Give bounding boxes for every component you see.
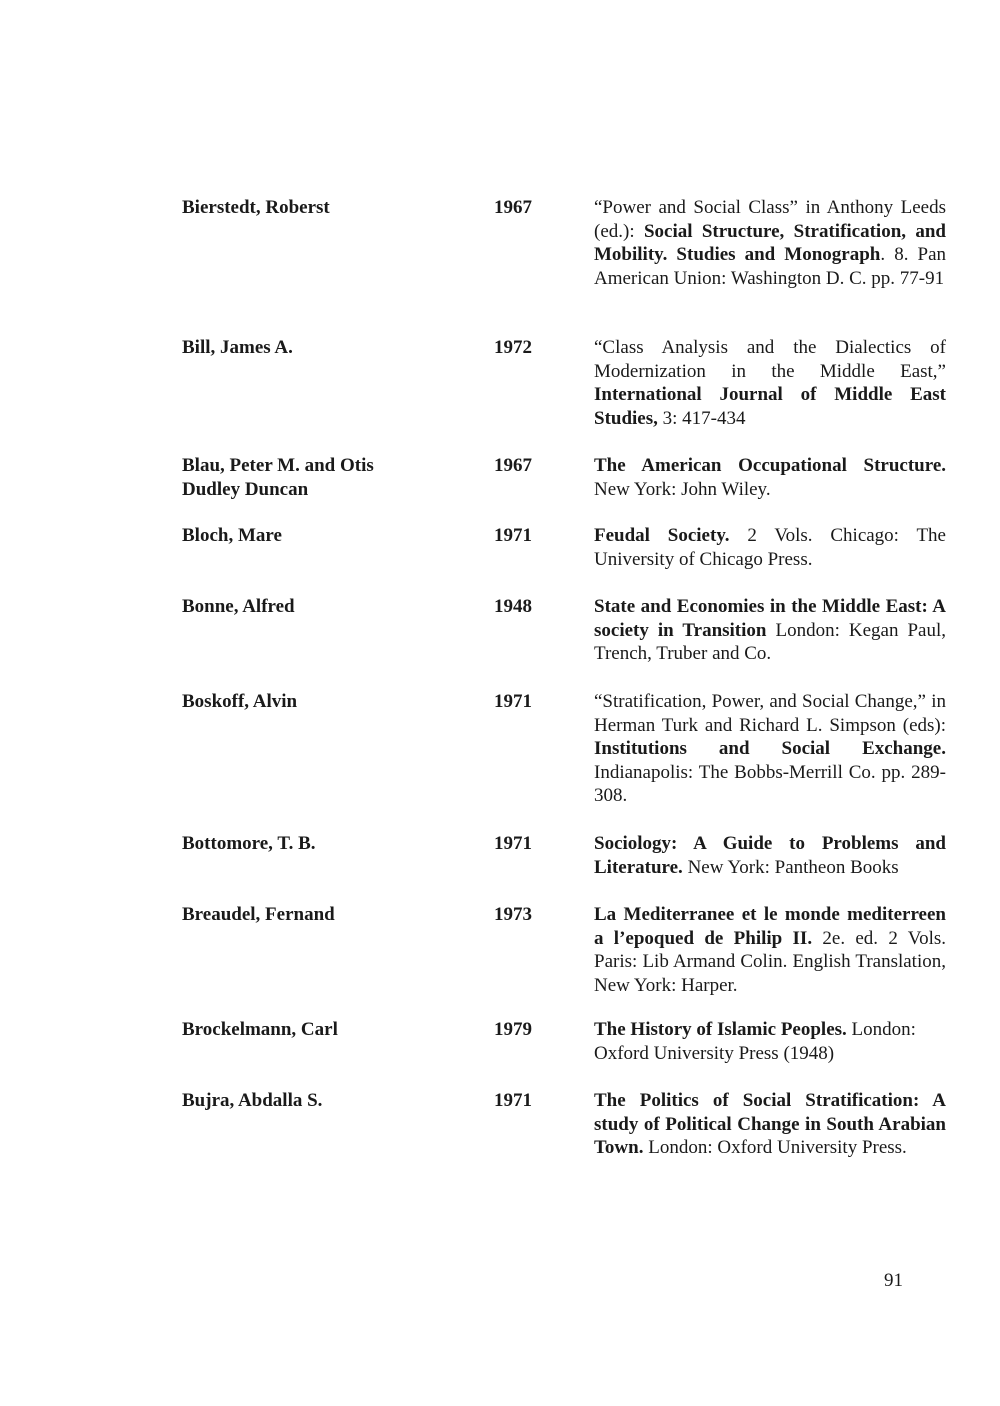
ref-segment: “Power and Social Class” in Anthony Leeds (ed.): — [594, 197, 946, 242]
ref-segment: . 8. Pan American Union: Washington D. C. pp. 77-91 — [594, 244, 947, 289]
entry-year: 1971 — [494, 525, 532, 546]
entry-year: 1973 — [494, 904, 532, 925]
ref-segment-bold: State and Economies in the Middle East: A society in Transition — [594, 596, 946, 641]
entry-author: Blau, Peter M. and Otis Dudley Duncan — [182, 455, 374, 500]
entry-year: 1967 — [494, 197, 532, 218]
entry-year: 1971 — [494, 691, 532, 712]
entry-year: 1971 — [494, 1090, 532, 1111]
page-number: 91 — [884, 1270, 903, 1291]
entry-year: 1948 — [494, 596, 532, 617]
entry-year: 1972 — [494, 337, 532, 358]
entry-author: Bierstedt, Roberst — [182, 197, 330, 218]
entry-reference — [594, 196, 946, 290]
entry-year: 1967 — [494, 455, 532, 476]
entry-reference — [594, 903, 946, 997]
entry-author: Bujra, Abdalla S. — [182, 1090, 323, 1111]
entry-author: Boskoff, Alvin — [182, 691, 298, 712]
ref-segment-bold: The American Occupational Structure. — [594, 455, 946, 476]
entry-author: Bloch, Mare — [182, 525, 282, 546]
ref-segment: 3: 417-434 — [657, 407, 746, 429]
entry-author: Breaudel, Fernand — [182, 904, 335, 925]
ref-segment-bold: Feudal Society. — [594, 525, 730, 546]
ref-segment: “Class Analysis and the Dialectics of Modernization in the Middle East,” — [594, 337, 946, 382]
ref-segment-bold: Institutions and Social Exchange. — [594, 738, 946, 759]
ref-segment: “Stratification, Power, and Social Change,” in Herman Turk and Richard L. Simpson (eds): — [594, 691, 946, 736]
ref-segment: London: Oxford University Press. — [643, 1137, 907, 1158]
entry-reference — [594, 1089, 946, 1160]
entry-author: Brockelmann, Carl — [182, 1019, 338, 1040]
ref-segment: London: Kegan Paul, Trench, Truber and Co. — [594, 619, 946, 664]
entry-author: Bill, James A. — [182, 337, 293, 358]
ref-segment-bold: Social Structure, Stratification, and Mobility. Studies and Monograph — [594, 220, 946, 265]
ref-segment: 2 Vols. Chicago: The University of Chicago Press. — [594, 525, 946, 570]
ref-segment-bold: The History of Islamic Peoples. — [594, 1019, 847, 1040]
entry-author: Bonne, Alfred — [182, 596, 295, 617]
ref-segment: Indianapolis: The Bobbs-Merrill Co. pp. 289-308. — [594, 761, 946, 806]
entry-reference — [594, 1018, 946, 1065]
entry-year: 1971 — [494, 833, 532, 854]
entry-reference — [594, 524, 946, 571]
ref-segment: London: Oxford University Press (1948) — [594, 1019, 916, 1064]
ref-segment-bold: International Journal of Middle East Studies, — [594, 384, 946, 429]
ref-segment: 2e. ed. 2 Vols. Paris: Lib Armand Colin. English Translation, New York: Harper. — [594, 927, 947, 996]
ref-segment-bold: The Politics of Social Stratification: A study of Political Change in South Arabian Town. — [594, 1090, 946, 1158]
ref-segment: New York: John Wiley. — [594, 478, 771, 500]
entry-author: Bottomore, T. B. — [182, 833, 316, 854]
ref-segment-bold: Sociology: A Guide to Problems and Literature. — [594, 833, 946, 878]
ref-segment: New York: Pantheon Books — [682, 856, 899, 878]
entry-reference — [594, 454, 946, 501]
entry-reference — [594, 832, 946, 879]
entry-reference — [594, 690, 946, 808]
entry-year: 1979 — [494, 1019, 532, 1040]
entry-reference — [594, 595, 946, 666]
entry-reference — [594, 336, 946, 430]
ref-segment-bold: La Mediterranee et le monde mediterreen a l’epoqued de Philip II. — [594, 904, 946, 949]
